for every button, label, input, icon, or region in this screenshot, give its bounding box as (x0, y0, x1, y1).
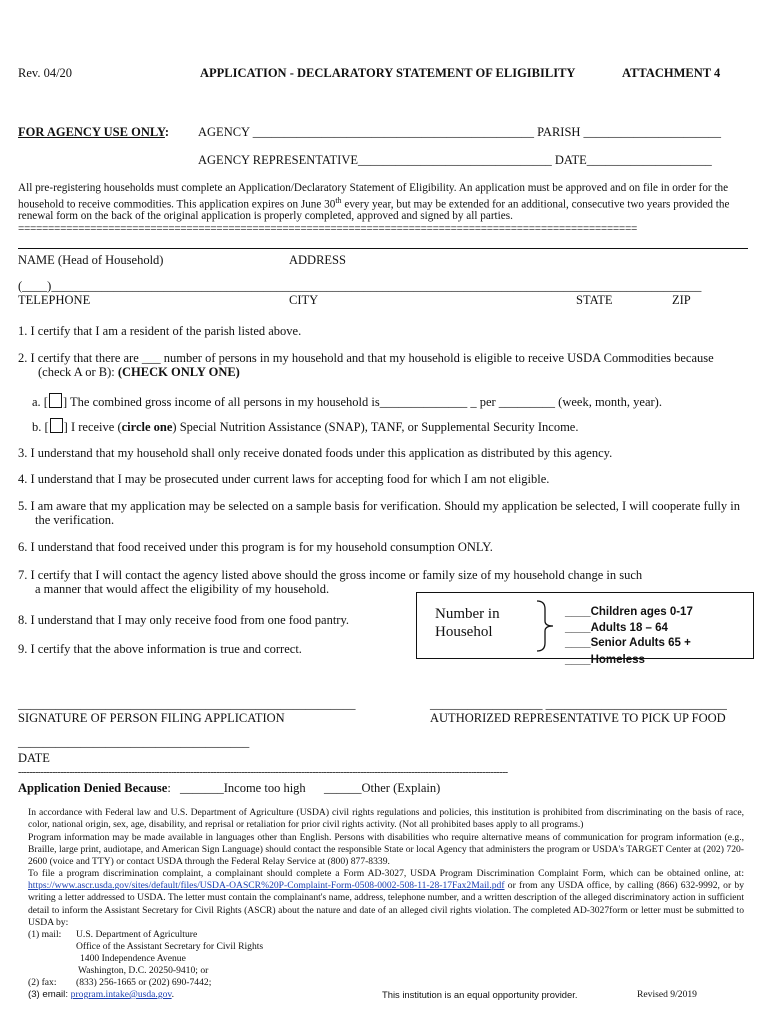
revised-date: Revised 9/2019 (637, 989, 697, 1000)
adults-count-field[interactable]: ____Adults 18 – 64 (565, 621, 668, 634)
intro-line-2b: every year, but may be extended for an additional, consecutive two years provided the (341, 198, 730, 211)
mail-label: (1) mail: (28, 929, 62, 940)
civil-rights-p1: In accordance with Federal law and U.S. Department of Agriculture (USDA) civil rights regulations and policies, this institution is prohibited from discriminating on the basis of race, color, national origin, sex, age, disability, and reprisal or retaliation for prior civil rights activity. (Not all prohibited bases apply to all programs.) (28, 807, 744, 831)
item-3: 3. I understand that my household shall only receive donated foods under this application as distributed by this agency. (18, 446, 613, 460)
household-count-label: Number in Househol (435, 606, 500, 640)
item-6: 6. I understand that food received under this program is for my household consumption ONLY. (18, 540, 493, 554)
item-2-instruction (38, 365, 240, 380)
equal-opportunity-statement: This institution is an equal opportunity provider. (382, 989, 578, 1000)
item-2a-prefix: a. [ (32, 395, 48, 409)
item-8: 8. I understand that I may only receive food from one food pantry. (18, 613, 350, 627)
item-2b-circle-one: circle one (121, 420, 173, 434)
dash-separator: ----------------------------------------------------------------------------------------------------------------------------------------------------------------------------- (18, 767, 508, 778)
agency-rep-date-field[interactable]: AGENCY REPRESENTATIVE_______________________________ DATE____________________ (198, 153, 712, 167)
email-label: (3) email: (28, 989, 71, 1000)
agency-use-colon: : (164, 125, 170, 139)
household-count-box (416, 592, 754, 659)
children-count-field[interactable]: ____Children ages 0-17 (565, 606, 693, 618)
item-7: 7. I certify that I will contact the agency listed above should the gross income or family size of my household change in such (18, 568, 643, 582)
household-categories (565, 605, 693, 652)
revision-label: Rev. 04/20 (18, 66, 73, 80)
denied-label: Application Denied Because (18, 781, 168, 795)
item-2: 2. I certify that there are ___ number of persons in my household and that my household is eligible to receive USDA Commodities because (18, 351, 714, 365)
state-label: STATE (576, 293, 613, 307)
signature-label: SIGNATURE OF PERSON FILING APPLICATION (18, 711, 285, 725)
agency-use-heading (18, 125, 169, 140)
assistance-checkbox[interactable] (50, 418, 63, 433)
intro-line-2 (18, 196, 729, 211)
name-label: NAME (Head of Household) (18, 253, 164, 267)
telephone-label: TELEPHONE (18, 293, 91, 307)
item-2b-text-2: ) Special Nutrition Assistance (SNAP), TANF, or Supplemental Security Income. (172, 420, 579, 434)
income-checkbox[interactable] (49, 393, 62, 408)
fax-label: (2) fax: (28, 977, 57, 988)
zip-label: ZIP (672, 293, 691, 307)
homeless-count-field[interactable]: ____Homeless (565, 654, 645, 666)
complaint-form-link[interactable]: https://www.ascr.usda.gov/sites/default/files/USDA-OASCR%20P-Complaint-Form-0508-0002-508-11-28-17Fax2Mail.pdf (28, 880, 505, 892)
equals-separator: ======================================================================================================= (18, 223, 637, 235)
item-5: 5. I am aware that my application may be selected on a sample basis for verification. Should my application be selected, I will cooperate fully in (18, 499, 740, 513)
item-2a-text: ] The combined gross income of all persons in my household is______________ _ per _________ (week, month, year). (62, 395, 662, 409)
signature-line[interactable]: ______________________________________________________ (18, 697, 356, 711)
item-5-cont: the verification. (35, 513, 115, 527)
item-2-check-text: (check A or B): (38, 365, 118, 379)
email-row (28, 989, 174, 1001)
item-2b-prefix: b. [ (32, 420, 49, 434)
address-label: ADDRESS (289, 253, 346, 267)
date-line[interactable]: _____________________________________ (18, 735, 250, 749)
item-2-check-only-one: (CHECK ONLY ONE) (117, 365, 240, 379)
mail-line-3: 1400 Independence Avenue (80, 953, 186, 964)
civil-rights-p2: Program information may be made available in languages other than English. Persons with disabilities who require alternative means of communication for program information (e.g., Braille, large print, audiotape, and American Sign Language) should contact the responsible State or local Agency that administers the program or USDA's TARGET Center at (202) 720-2600 (voice and TTY) or contact USDA through the Federal Relay Service at (800) 877-8339. (28, 832, 744, 868)
civil-rights-p3 (28, 868, 744, 929)
intro-line-1: All pre-registering households must complete an Application/Declaratory Statement of Eligibility. An application must be approved and on file in order for the (18, 182, 729, 194)
civil-rights-p3-b: or from any USDA office, by calling (866) 632-9992, or by writing a letter addressed to USDA. The letter must contain the complainant's name, address, telephone number, and a written description of the alleged discriminatory action in sufficient detail to inform the Assistant Secretary for Civil Rights (ASCR) about the nature and date of an alleged civil rights violation. The completed AD-3027form or letter must be submitted to USDA by: (28, 880, 744, 928)
mail-line-2: Office of the Assistant Secretary for Civil Rights (76, 941, 264, 952)
agency-parish-field[interactable]: AGENCY _____________________________________________ PARISH ______________________ (198, 125, 722, 139)
city-label: CITY (289, 293, 319, 307)
fax-number: (833) 256-1665 or (202) 690-7442; (76, 977, 212, 988)
income-too-high-option[interactable]: _______Income too high (180, 781, 306, 795)
brace-icon (535, 599, 557, 653)
email-link[interactable]: program.intake@usda.gov (70, 989, 172, 1000)
item-4: 4. I understand that I may be prosecuted under current laws for accepting food for which I am not eligible. (18, 472, 550, 486)
item-2a (32, 393, 662, 410)
date-label: DATE (18, 751, 50, 765)
item-2b (32, 418, 578, 435)
denied-colon: : (167, 781, 171, 795)
form-title: APPLICATION - DECLARATORY STATEMENT OF ELIGIBILITY (200, 66, 576, 80)
item-7-cont: a manner that would affect the eligibility of my household. (35, 582, 330, 596)
attachment-label: ATTACHMENT 4 (622, 66, 721, 80)
representative-line[interactable]: __________________ _____________________________ (430, 697, 727, 711)
intro-line-2a: household to receive commodities. This application expires on June 30 (18, 198, 336, 211)
item-1: 1. I certify that I am a resident of the parish listed above. (18, 324, 302, 338)
representative-label: AUTHORIZED REPRESENTATIVE TO PICK UP FOOD (430, 711, 726, 725)
agency-use-label: FOR AGENCY USE ONLY (18, 125, 165, 139)
intro-line-3: renewal form on the back of the original application is properly completed, approved and signed by all parties. (18, 210, 513, 222)
civil-rights-p3-a: To file a program discrimination complaint, a complainant should complete a Form AD-3027, USDA Program Discrimination Complaint Form, which can be obtained online, at: (28, 868, 744, 879)
mail-line-4: Washington, D.C. 20250-9410; or (78, 965, 209, 976)
item-9: 9. I certify that the above information is true and correct. (18, 642, 302, 656)
mail-line-1: U.S. Department of Agriculture (76, 929, 198, 940)
seniors-count-field[interactable]: ____Senior Adults 65 + (565, 637, 691, 650)
name-line[interactable] (18, 248, 748, 249)
email-period: . (171, 989, 174, 1000)
telephone-field[interactable]: (____)________________________________________________________________________________________________________ (18, 279, 702, 293)
intro-superscript: th (335, 196, 342, 205)
denied-row (18, 781, 171, 796)
item-2b-text-1: ] I receive ( (63, 420, 122, 434)
other-explain-option[interactable]: ______Other (Explain) (324, 781, 441, 795)
